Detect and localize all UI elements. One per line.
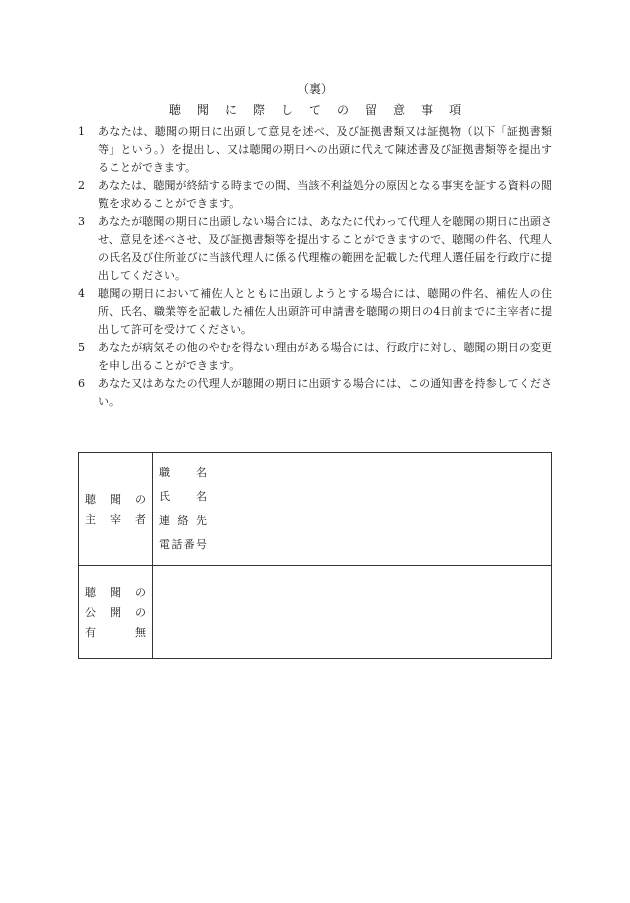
- notice-item-text: あなた又はあなたの代理人が聴聞の期日に出頭する場合には、この通知書を持参してください。: [98, 377, 552, 408]
- presider-label-cell: [79, 453, 153, 566]
- presider-field: [159, 485, 551, 509]
- presider-field: [159, 461, 551, 485]
- public-disclosure-label-char: 無: [135, 626, 146, 639]
- notice-item-number: 1: [78, 125, 85, 138]
- notice-item-number: 4: [78, 287, 85, 300]
- public-disclosure-label-char: 有: [85, 626, 96, 639]
- presider-field-char: 号: [195, 538, 207, 551]
- public-disclosure-label-line: [79, 583, 152, 603]
- public-disclosure-row: [79, 566, 552, 659]
- notice-item-text: 聴聞の期日において補佐人とともに出頭しようとする場合には、聴聞の件名、補佐人の住所、氏名、職業等を記載した補佐人出頭許可申請書を聴聞の期日の4日前までに主宰者に提出して許可を受けてください。: [98, 287, 552, 336]
- title-char: て: [308, 103, 321, 117]
- presider-field-label: [159, 485, 207, 509]
- presider-field-char: 絡: [177, 514, 189, 527]
- public-disclosure-label-char: 聞: [110, 586, 121, 599]
- presider-fields-cell: [153, 453, 552, 566]
- notice-item: [78, 213, 552, 285]
- notice-item-number: 6: [78, 377, 85, 390]
- page-side-label: （裏）: [296, 82, 333, 96]
- public-disclosure-label-char: 開: [110, 606, 121, 619]
- presider-field-char: 先: [196, 514, 207, 527]
- presider-field-char: 話: [171, 538, 183, 551]
- presider-label-line: [79, 510, 152, 530]
- presider-field-label: [159, 461, 207, 485]
- presider-field-label: [159, 509, 207, 533]
- public-disclosure-label-char: 公: [85, 606, 96, 619]
- public-disclosure-label-char: の: [135, 586, 146, 599]
- title-char: 聞: [196, 103, 209, 117]
- presider-field-char: 名: [196, 490, 207, 503]
- notice-item: [78, 123, 552, 177]
- title-char: し: [280, 103, 293, 117]
- public-disclosure-label-line: [79, 603, 152, 623]
- presider-label-char: 主: [85, 513, 96, 526]
- presider-field-label: [159, 533, 207, 557]
- public-disclosure-label-cell: [79, 566, 153, 659]
- notice-item: [78, 339, 552, 375]
- notice-item: [78, 285, 552, 339]
- notice-item-text: あなたは、聴聞の期日に出頭して意見を述べ、及び証拠書類又は証拠物（以下「証拠書類等」という。）を提出し、又は聴聞の期日への出頭に代えて陳述書及び証拠書類等を提出することができます。: [98, 125, 552, 174]
- title-char: に: [224, 103, 237, 117]
- notice-item-number: 3: [78, 215, 85, 228]
- notice-item-text: あなたは、聴聞が終結する時までの間、当該不利益処分の原因となる事実を証する資料の閲覧を求めることができます。: [98, 179, 552, 210]
- notice-item: [78, 375, 552, 411]
- presider-field-char: 連: [159, 514, 170, 527]
- presider-label-char: 聞: [110, 493, 121, 506]
- presider-field-char: 電: [159, 538, 170, 551]
- presider-field-char: 番: [183, 538, 195, 551]
- notice-item-number: 5: [78, 341, 85, 354]
- presider-field-char: 職: [159, 466, 170, 479]
- presider-field-char: 氏: [159, 490, 170, 503]
- presider-label-char: 者: [135, 513, 146, 526]
- presider-field: [159, 509, 551, 533]
- presider-label-char: 聴: [85, 493, 96, 506]
- public-disclosure-label-char: 聴: [85, 586, 96, 599]
- title-char: 意: [393, 103, 406, 117]
- document-title: [0, 101, 630, 118]
- notice-item-text: あなたが聴聞の期日に出頭しない場合には、あなたに代わって代理人を聴聞の期日に出頭させ、意見を述べさせ、及び証拠書類等を提出することができますので、聴聞の件名、代理人の氏名及び住所並びに当該代理人に係る代理権の範囲を記載した代理人選任届を行政庁に提出してください。: [98, 215, 552, 282]
- title-char: 項: [449, 103, 462, 117]
- presider-label-char: の: [135, 493, 146, 506]
- public-disclosure-label-char: の: [135, 606, 146, 619]
- hearing-info-table: [78, 452, 552, 659]
- presider-row: [79, 453, 552, 566]
- notice-item-text: あなたが病気その他のやむを得ない理由がある場合には、行政庁に対し、聴聞の期日の変更を申し出ることができます。: [98, 341, 552, 372]
- notice-items-list: [78, 123, 552, 411]
- notice-item: [78, 177, 552, 213]
- public-disclosure-value-cell: [153, 566, 552, 659]
- title-char: 留: [365, 103, 378, 117]
- title-char: の: [337, 103, 350, 117]
- notice-item-number: 2: [78, 179, 85, 192]
- title-char: 聴: [168, 103, 181, 117]
- presider-label-char: 宰: [110, 513, 121, 526]
- presider-field: [159, 533, 551, 557]
- presider-label-line: [79, 490, 152, 510]
- presider-field-char: 名: [196, 466, 207, 479]
- title-char: 際: [252, 103, 265, 117]
- public-disclosure-label-line: [79, 623, 152, 643]
- title-char: 事: [421, 103, 434, 117]
